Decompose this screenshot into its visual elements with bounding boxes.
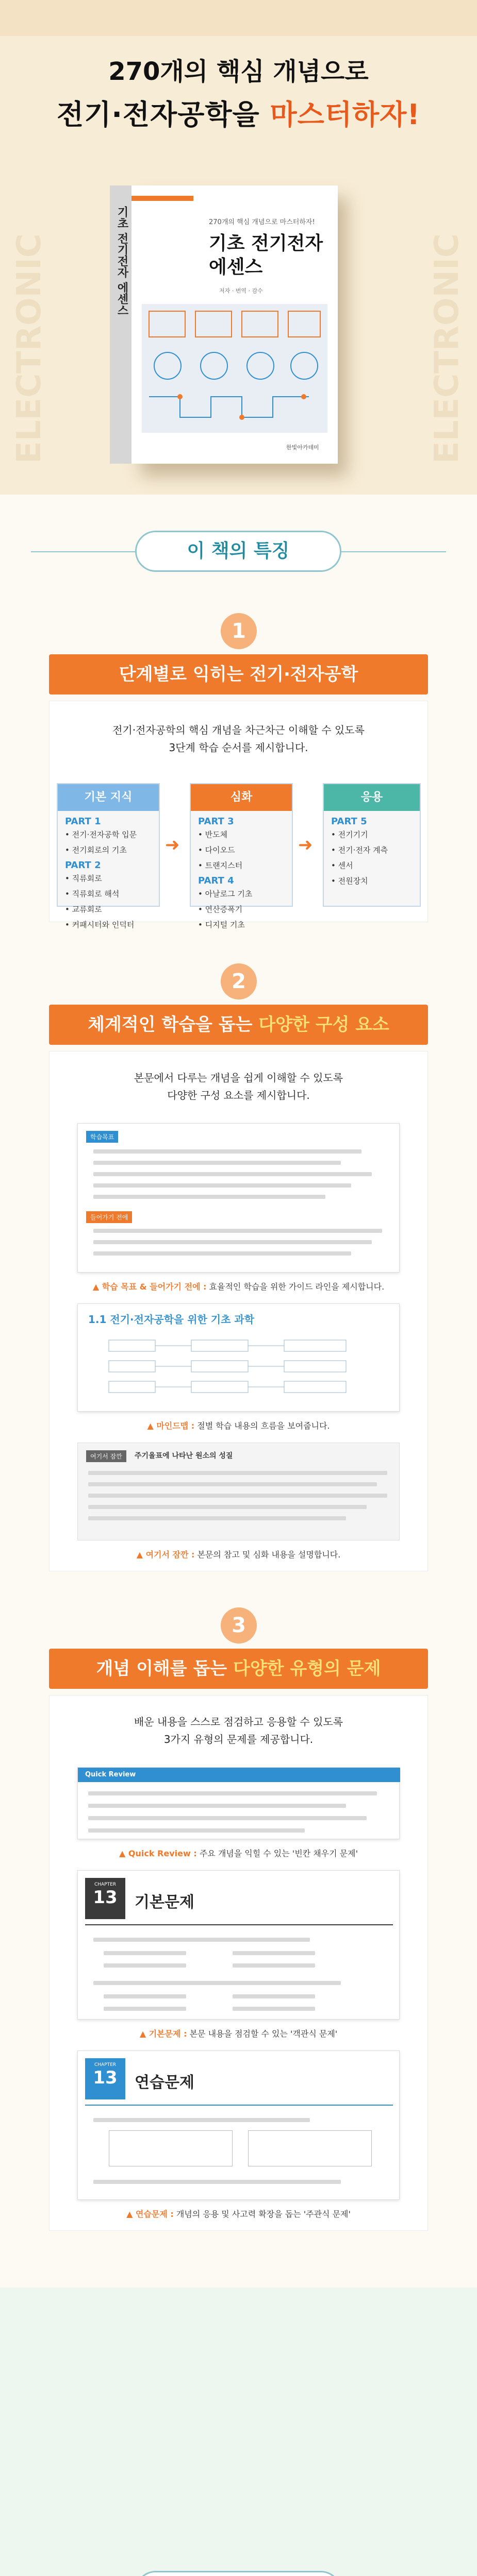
hero-banner (0, 0, 477, 495)
section-header-features (0, 531, 477, 572)
section-title-features: 이 책의 특징 (135, 531, 341, 572)
sample-page-note (77, 1443, 400, 1540)
study-step-applied-head: 응용 (324, 784, 420, 811)
book-spine (110, 185, 131, 464)
part-1-item: • 전기·전자공학 입문 (65, 830, 137, 839)
note-tag: 여기서 잠깐 (86, 1450, 126, 1462)
section-header-recommend (0, 2571, 477, 2576)
study-step-advanced (190, 783, 293, 929)
part-3-item: • 다이오드 (198, 845, 235, 855)
objectives-tag: 학습목표 (86, 1131, 118, 1143)
part-5-label: PART 5 (331, 816, 367, 827)
part-4-label: PART 4 (198, 875, 234, 886)
part-4-item: • 연산증폭기 (198, 905, 243, 914)
hero-bg-text-left: ELECTRONIC (10, 233, 48, 464)
feature-1-description: 전기·전자공학의 핵심 개념을 차근차근 이해할 수 있도록 3단계 학습 순서를 제시합니다. (112, 724, 365, 754)
section-header-rule-right (341, 551, 446, 552)
chapter-label: CHAPTER (94, 2062, 117, 2067)
caption-mindmap: ▲ 마인드맵 : 절별 학습 내용의 흐름을 보여줍니다. (147, 1421, 330, 1431)
chapter-number: 13 (93, 1887, 118, 1908)
circuit-illustration (142, 304, 327, 433)
part-5-item: • 전기기기 (331, 830, 368, 839)
book-subtitle: 270개의 핵심 개념으로 마스터하자! (209, 218, 315, 226)
book-cover (116, 185, 338, 464)
caption-objectives: ▲ 학습 목표 & 들어가기 전에 : 효율적인 학습을 위한 가이드 라인을 제시합니다. (92, 1282, 385, 1292)
book-spine-text: 기초 전기전자 에센스 (116, 206, 128, 316)
caption-quick-review: ▲ Quick Review : 주요 개념을 익힐 수 있는 '빈칸 채우기 문제' (119, 1849, 358, 1858)
study-step-advanced-head: 심화 (191, 784, 292, 811)
sample-page-mindmap (77, 1303, 400, 1412)
study-step-basic-head: 기본 지식 (58, 784, 159, 811)
part-2-label: PART 2 (65, 860, 101, 871)
sample-basic-problems (77, 1870, 400, 2020)
note-heading: 주기율표에 나타난 원소의 성질 (135, 1452, 233, 1460)
mindmap-diagram (78, 1304, 400, 1412)
hero-headline-2-highlight: 마스터하자! (270, 98, 420, 131)
part-4-item: • 아날로그 기초 (198, 889, 253, 899)
book-title: 기초 전기전자 에센스 (209, 233, 323, 278)
caption-practice-problems: ▲ 연습문제 : 개념의 응용 및 사고력 확장을 돕는 '주관식 문제' (126, 2209, 351, 2219)
hero-headline-2 (0, 93, 477, 132)
feature-3-number: 3 (221, 1607, 257, 1643)
part-2-item: • 직류회로 해석 (65, 889, 120, 899)
part-3-item: • 반도체 (198, 830, 228, 839)
feature-2-description: 본문에서 다루는 개념을 쉽게 이해할 수 있도록 다양한 구성 요소를 제시합니다. (134, 1072, 343, 1101)
part-2-item: • 직류회로 (65, 874, 102, 883)
study-step-applied (323, 783, 421, 907)
book-cover-illustration (142, 304, 327, 433)
part-3-item: • 트랜지스터 (198, 861, 243, 870)
part-1-label: PART 1 (65, 816, 101, 827)
quick-review-tag: Quick Review (78, 1768, 400, 1782)
chapter-number: 13 (93, 2067, 118, 2088)
part-5-item: • 센서 (331, 861, 353, 870)
feature-2-title: 체계적인 학습을 돕는 다양한 구성 요소 (49, 1005, 428, 1045)
practice-problems-title: 연습문제 (135, 2074, 194, 2092)
arrow-icon: ➜ (165, 835, 180, 855)
sample-page-objectives (77, 1123, 400, 1273)
part-5-item: • 전원장치 (331, 876, 368, 886)
book-publisher: 한빛아카데미 (286, 444, 319, 451)
feature-3-title: 개념 이해를 돕는 다양한 유형의 문제 (49, 1649, 428, 1689)
caption-basic-problems: ▲ 기본문제 : 본문 내용을 점검할 수 있는 '객관식 문제' (139, 2029, 338, 2039)
recommend-section (0, 2287, 477, 2576)
part-1-item: • 전기회로의 기초 (65, 845, 127, 855)
study-step-basic (57, 783, 160, 929)
feature-1-title: 단계별로 익히는 전기·전자공학 (49, 654, 428, 694)
part-3-label: PART 3 (198, 816, 234, 827)
feature-1-number: 1 (221, 613, 257, 649)
chapter-badge (85, 2058, 125, 2099)
feature-2-number: 2 (221, 963, 257, 999)
caption-note: ▲ 여기서 잠깐 : 본문의 참고 및 심화 내용을 설명합니다. (136, 1550, 341, 1560)
section-header-rule-left (31, 551, 135, 552)
before-you-start-tag: 들어가기 전에 (86, 1211, 132, 1223)
mindmap-heading: 1.1 전기·전자공학을 위한 기초 과학 (88, 1313, 255, 1326)
part-2-item: • 커패시터와 인덕터 (65, 920, 135, 929)
part-5-item: • 전기·전자 계측 (331, 845, 388, 855)
chapter-label: CHAPTER (94, 1882, 117, 1887)
chapter-badge (85, 1878, 125, 1919)
feature-3-description: 배운 내용을 스스로 점검하고 응용할 수 있도록 3가지 유형의 문제를 제공합니다. (134, 1716, 343, 1745)
arrow-icon: ➜ (298, 835, 313, 855)
section-title-recommend (135, 2571, 341, 2576)
basic-problems-title: 기본문제 (135, 1893, 194, 1911)
sample-quick-review (77, 1767, 400, 1839)
sample-practice-problems (77, 2050, 400, 2200)
part-2-item: • 교류회로 (65, 905, 102, 914)
part-4-item: • 디지털 기초 (198, 920, 245, 929)
hero-bg-text-right: ELECTRONIC (428, 233, 466, 464)
book-authors: 저자 · 번역 · 감수 (219, 287, 263, 294)
hero-headline-2-text: 전기·전자공학을 (57, 98, 270, 131)
hero-top-strip (0, 0, 477, 36)
hero-headline-1: 270개의 핵심 개념으로 (108, 57, 369, 86)
book-accent-bar (131, 196, 193, 201)
